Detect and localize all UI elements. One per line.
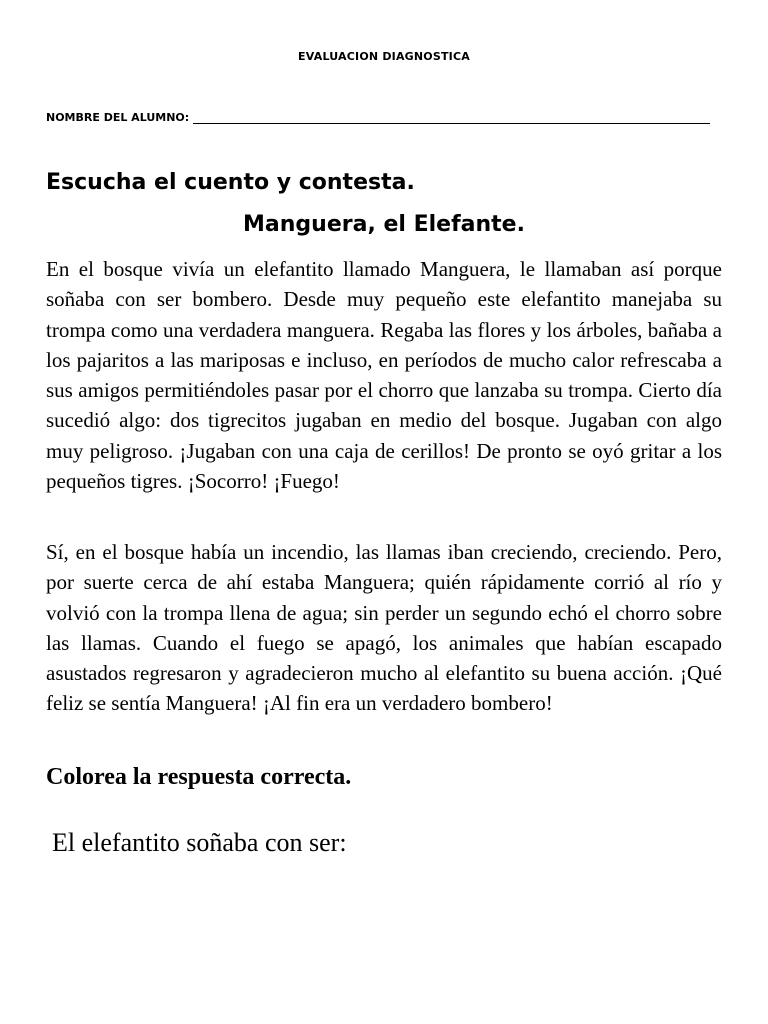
- story-paragraph-2: Sí, en el bosque había un incendio, las llamas iban creciendo, creciendo. Pero, por suerte cerca de ahí estaba Manguera; quién rápidamente corrió al río y volvió con la trompa llena de agua; sin perder un segundo echó el chorro sobre las llamas. Cuando el fuego se apagó, los animales que habían escapado asustados regresaron y agradecieron mucho al elefantito su buena acción. ¡Qué feliz se sentía Manguera! ¡Al fin era un verdadero bombero!: [46, 540, 722, 716]
- exercise-question: El elefantito soñaba con ser:: [52, 828, 347, 857]
- worksheet-title: EVALUACION DIAGNOSTICA: [298, 50, 470, 63]
- listening-instruction: Escucha el cuento y contesta.: [46, 170, 415, 195]
- exercise-heading: Colorea la respuesta correcta.: [46, 764, 352, 790]
- student-name-label: NOMBRE DEL ALUMNO:: [46, 111, 190, 124]
- student-name-blank-line: [193, 113, 710, 124]
- story-title: Manguera, el Elefante.: [243, 212, 525, 237]
- story-paragraph-1: En el bosque vivía un elefantito llamado Manguera, le llamaban así porque soñaba con ser bombero. Desde muy pequeño este elefantito manejaba su trompa como una verdadera manguera. Regaba las flores y los árboles, bañaba a los pajaritos a las mariposas e incluso, en períodos de mucho calor refrescaba a sus amigos permitiéndoles pasar por el chorro que lanzaba su trompa. Cierto día sucedió algo: dos tigrecitos jugaban en medio del bosque. Jugaban con algo muy peligroso. ¡Jugaban con una caja de cerillos! De pronto se oyó gritar a los pequeños tigres. ¡Socorro! ¡Fuego!: [46, 257, 722, 494]
- student-name-row: [46, 111, 710, 124]
